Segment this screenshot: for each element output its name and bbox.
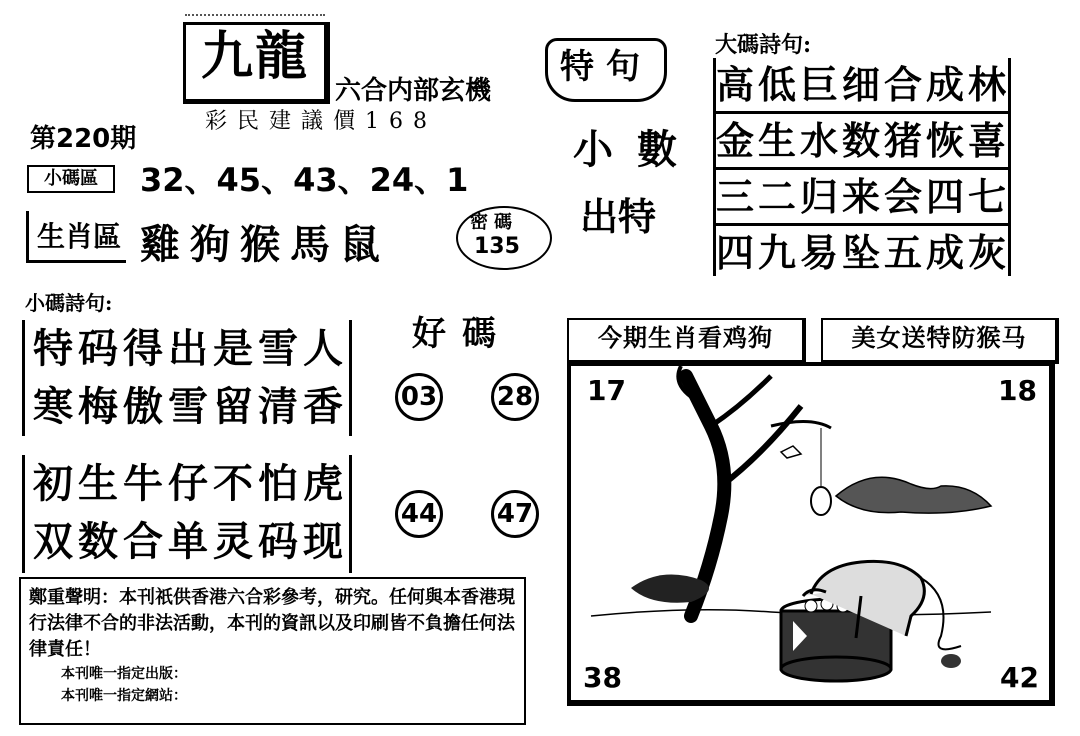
small-code-values: 32、45、43、24、1 [140, 161, 469, 199]
page-title: 九龍 [183, 22, 330, 104]
big-poem-line: 金生水数猪恢喜 [716, 114, 1008, 170]
zodiac-label: 生肖區 [26, 211, 126, 263]
corner-number: 42 [1000, 661, 1039, 694]
disclaimer-box [19, 577, 526, 725]
small-poem-line: 特码得出是雪人 [33, 325, 348, 372]
disclaimer-publisher: 本刊唯一指定出版： [61, 666, 187, 682]
secret-code-value: 135 [474, 234, 520, 259]
special-line-2: 出特 [580, 194, 657, 239]
puzzle-picture [567, 362, 1055, 706]
good-code-circle: 03 [395, 373, 443, 421]
corner-number: 17 [587, 374, 626, 407]
header-dotted-rule [185, 14, 325, 16]
special-banner: 特句 [545, 38, 667, 102]
special-line-1: 小數 [573, 126, 701, 173]
good-code-circle: 28 [491, 373, 539, 421]
disclaimer-website: 本刊唯一指定網站： [61, 688, 187, 704]
disclaimer-text: 鄭重聲明：本刊祇供香港六合彩參考，研究。任何與本香港現行法律不合的非法活動，本刊的資訊以及印刷皆不負擔任何法律責任！ [29, 587, 515, 660]
issue-number: 第220期 [30, 124, 137, 154]
big-poem-box [713, 58, 1011, 276]
small-poem-line: 寒梅傲雪留清香 [33, 383, 348, 430]
small-poem-box-2 [22, 455, 352, 573]
good-codes-label: 好碼 [412, 314, 512, 354]
secret-code-label: 密碼 [470, 212, 518, 233]
big-poem-line: 三二归来会四七 [716, 170, 1008, 226]
small-code-label: 小碼區 [27, 165, 115, 193]
zodiac-hint-banner: 今期生肖看鸡狗 [567, 318, 806, 364]
good-code-circle: 44 [395, 490, 443, 538]
small-poem-line: 双数合单灵码现 [33, 518, 348, 565]
price-suggestion: 彩民建議價168 [205, 109, 437, 134]
zodiac-values: 雞狗猴馬鼠 [140, 221, 390, 268]
corner-number: 38 [583, 661, 622, 694]
good-code-circle: 47 [491, 490, 539, 538]
big-poem-label: 大碼詩句: [715, 32, 812, 58]
special-hint-banner: 美女送特防猴马 [821, 318, 1059, 364]
small-poem-box-1 [22, 320, 352, 436]
corner-number: 18 [998, 374, 1037, 407]
big-poem-line: 高低巨细合成林 [716, 58, 1008, 114]
big-poem-line: 四九易坠五成灰 [716, 230, 1011, 275]
small-poem-label: 小碼詩句: [25, 291, 113, 315]
small-poem-line: 初生牛仔不怕虎 [33, 460, 348, 507]
tree-and-animals-illustration [571, 366, 1049, 700]
subtitle: 六合内部玄機 [335, 76, 492, 106]
